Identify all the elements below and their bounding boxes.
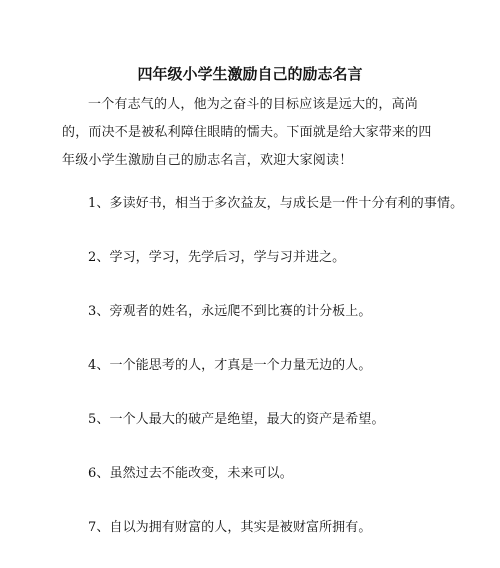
quote-item-7: 7、自以为拥有财富的人，其实是被财富所拥有。 (88, 520, 372, 535)
quote-item-1: 1、多读好书，相当于多次益友，与成长是一件十分有利的事情。 (88, 196, 464, 211)
quote-item-6: 6、虽然过去不能改变，未来可以。 (88, 466, 293, 481)
quote-item-3: 3、旁观者的姓名，永远爬不到比赛的计分板上。 (88, 304, 372, 319)
quote-item-5: 5、一个人最大的破产是绝望，最大的资产是希望。 (88, 412, 385, 427)
quote-list (62, 190, 462, 568)
quote-item-4: 4、一个能思考的人，才真是一个力量无边的人。 (88, 358, 372, 373)
quote-item-2: 2、学习，学习，先学后习，学与习并进之。 (88, 250, 346, 265)
document-title: 四年级小学生激励自己的励志名言 (137, 65, 363, 83)
intro-paragraph: 一个有志气的人，他为之奋斗的目标应该是远大的，高尚的，而决不是被私利障住眼睛的懦夫。下面就是给大家带来的四年级小学生激励自己的励志名言，欢迎大家阅读！ (62, 97, 432, 168)
